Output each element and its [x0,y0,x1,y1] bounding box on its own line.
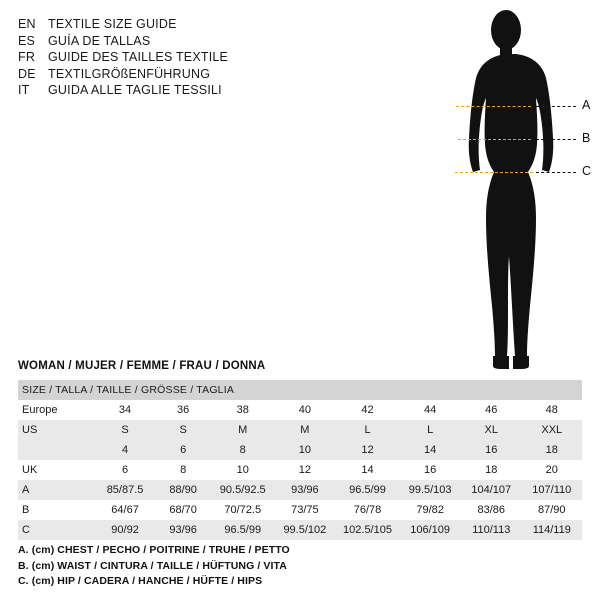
language-code: IT [18,83,30,97]
note-waist: B. (cm) WAIST / CINTURA / TAILLE / HÜFTUNG / VITA [18,559,287,572]
table-header-label: SIZE / TALLA / TAILLE / GRÖSSE / TAGLIA [18,380,582,400]
table-cell: 42 [336,400,400,420]
table-cell: 14 [399,440,461,460]
language-row [18,66,348,83]
table-cell: 106/109 [399,520,461,540]
table-cell: 87/90 [522,500,582,520]
body-figure-area [400,6,600,376]
row-label: UK [18,460,95,480]
measure-line-chest [456,106,531,107]
table-cell: 48 [522,400,582,420]
table-cell: 107/110 [522,480,582,500]
row-label: A [18,480,95,500]
table-cell: 70/72.5 [211,500,274,520]
table-cell: 104/107 [461,480,522,500]
table-cell: 85/87.5 [95,480,155,500]
table-cell: 102.5/105 [336,520,400,540]
table-cell: 88/90 [155,480,212,500]
table-row [18,480,582,500]
table-cell: 10 [211,460,274,480]
language-row [18,49,348,66]
language-title: TEXTILE SIZE GUIDE [48,17,177,31]
table-cell: 38 [211,400,274,420]
table-cell: L [336,420,400,440]
language-code: ES [18,33,36,48]
table-cell: 96.5/99 [336,480,400,500]
measure-leader-waist [536,139,576,140]
table-cell: 46 [461,400,522,420]
table-cell: 16 [399,460,461,480]
table-group-label: WOMAN / MUJER / FEMME / FRAU / DONNA [18,360,266,372]
table-cell: 16 [461,440,522,460]
size-table [18,380,582,540]
table-row [18,400,582,420]
row-label: US [18,420,95,440]
measure-line-hip [455,172,533,173]
table-cell: 68/70 [155,500,212,520]
table-cell: 90/92 [95,520,155,540]
table-cell: 114/119 [522,520,582,540]
table-cell: 79/82 [399,500,461,520]
table-cell: 6 [95,460,155,480]
row-label: Europe [18,400,95,420]
table-cell: 73/75 [274,500,336,520]
language-row [18,33,348,50]
language-code: FR [18,50,36,64]
note-chest: A. (cm) CHEST / PECHO / POITRINE / TRUHE / PETTO [18,544,290,556]
table-row [18,440,582,460]
table-row [18,420,582,440]
language-code: DE [18,66,36,81]
table-cell: 10 [274,440,336,460]
table-cell: S [155,420,212,440]
table-cell: 83/86 [461,500,522,520]
row-label: B [18,500,95,520]
table-row [18,500,582,520]
table-cell: 8 [211,440,274,460]
table-cell: 99.5/103 [399,480,461,500]
language-title: TEXTILGRÖßENFÜHRUNG [48,66,211,81]
table-cell: XL [461,420,522,440]
table-cell: 14 [336,460,400,480]
table-row [18,460,582,480]
note-hip: C. (cm) HIP / CADERA / HANCHE / HÜFTE / HIPS [18,575,263,587]
table-cell: 76/78 [336,500,400,520]
table-cell: XXL [522,420,582,440]
table-cell: 93/96 [274,480,336,500]
table-cell: 110/113 [461,520,522,540]
table-cell: 90.5/92.5 [211,480,274,500]
table-cell: 99.5/102 [274,520,336,540]
table-cell: 93/96 [155,520,212,540]
table-cell: M [274,420,336,440]
table-cell: 64/67 [95,500,155,520]
table-cell: 8 [155,460,212,480]
table-cell: L [399,420,461,440]
language-row [18,16,348,33]
table-cell: 36 [155,400,212,420]
language-title: GUIDE DES TAILLES TEXTILE [48,50,229,64]
row-label [18,440,95,460]
language-row [18,82,348,99]
table-cell: 6 [155,440,212,460]
measure-line-waist [458,139,531,140]
table-cell: 34 [95,400,155,420]
table-cell: 12 [274,460,336,480]
table-cell: 18 [461,460,522,480]
table-cell: 12 [336,440,400,460]
table-cell: 18 [522,440,582,460]
table-cell: 40 [274,400,336,420]
female-silhouette-icon [440,6,570,376]
table-row [18,520,582,540]
language-code: EN [18,17,36,31]
measure-leader-chest [536,106,576,107]
table-cell: 96.5/99 [211,520,274,540]
table-cell: 4 [95,440,155,460]
language-title: GUÍA DE TALLAS [48,33,151,48]
language-title-list [18,16,348,99]
table-header-row [18,380,582,400]
measurement-notes [18,543,582,590]
measure-leader-hip [536,172,576,173]
table-cell: 44 [399,400,461,420]
table-cell: M [211,420,274,440]
language-title: GUIDA ALLE TAGLIE TESSILI [48,83,222,97]
measure-label-a: A [582,98,591,112]
table-cell: 20 [522,460,582,480]
table-cell: S [95,420,155,440]
row-label: C [18,520,95,540]
measure-label-b: B [582,131,591,145]
measure-label-c: C [582,164,592,178]
